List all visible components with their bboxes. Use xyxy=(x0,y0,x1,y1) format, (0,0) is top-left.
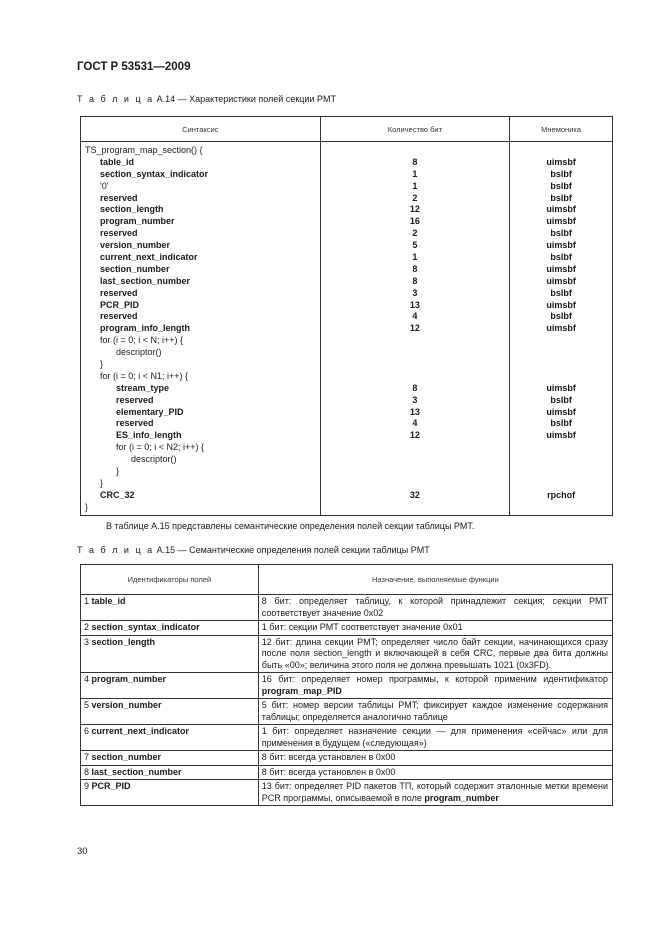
bits-value: 4 xyxy=(412,311,418,322)
mnemonic-value: uimsbf xyxy=(546,382,576,393)
bits-value xyxy=(325,371,506,383)
mnemonic-value xyxy=(514,145,608,157)
bits-value: 2 xyxy=(412,228,418,239)
field-identifier-cell xyxy=(81,699,259,725)
field-name: version_number xyxy=(91,700,162,710)
syntax-line: last_section_number xyxy=(100,275,191,286)
column-header: Назначение, выполняемые функции xyxy=(258,565,612,595)
mnemonic-value xyxy=(514,371,608,383)
bits-value: 3 xyxy=(412,287,418,298)
page-number: 30 xyxy=(77,846,88,857)
row-number: 6 xyxy=(84,726,90,736)
mnemonic-value xyxy=(514,466,608,478)
syntax-line: for (i = 0; i < N1; i++) { xyxy=(100,370,189,381)
table-a14-caption xyxy=(77,94,336,104)
syntax-line: section_syntax_indicator xyxy=(100,168,209,179)
bits-value xyxy=(325,478,506,490)
bits-value: 8 xyxy=(412,275,418,286)
mnemonic-value: bslbf xyxy=(550,180,572,191)
field-name: program_number xyxy=(91,674,167,684)
field-identifier-cell xyxy=(81,780,259,806)
syntax-line: program_info_length xyxy=(100,323,191,334)
bits-value: 8 xyxy=(412,263,418,274)
table-header-row xyxy=(81,565,613,595)
field-identifier-cell xyxy=(81,725,259,751)
bits-value xyxy=(325,442,506,454)
syntax-line: TS_program_map_section() { xyxy=(85,145,203,155)
caption-text: А.14 — Характеристики полей секции PMT xyxy=(156,94,336,104)
mnemonic-value: uimsbf xyxy=(546,156,576,167)
mnemonic-value: uimsbf xyxy=(546,430,576,441)
field-name: section_number xyxy=(91,752,162,762)
bits-value: 1 xyxy=(412,168,418,179)
field-identifier-cell xyxy=(81,765,259,780)
bits-column xyxy=(320,142,510,516)
table-header-row xyxy=(81,117,613,142)
column-header: Идентификаторы полей xyxy=(81,565,259,595)
syntax-line: program_number xyxy=(100,216,175,227)
bits-value xyxy=(325,454,506,466)
table-row xyxy=(81,751,613,766)
syntax-line: CRC_32 xyxy=(100,489,135,500)
syntax-line: reserved xyxy=(100,311,138,322)
row-number: 4 xyxy=(84,674,90,684)
mnemonic-value xyxy=(514,478,608,490)
table-row xyxy=(81,725,613,751)
table-a14 xyxy=(80,116,613,516)
syntax-line: section_number xyxy=(100,263,170,274)
table-row xyxy=(81,780,613,806)
syntax-line: reserved xyxy=(100,287,138,298)
mnemonic-value xyxy=(514,335,608,347)
bits-value xyxy=(325,502,506,514)
row-number: 5 xyxy=(84,700,90,710)
mnemonic-value: bslbf xyxy=(550,311,572,322)
bits-value: 3 xyxy=(412,394,418,405)
field-identifier-cell xyxy=(81,621,259,636)
mnemonic-value: bslbf xyxy=(550,252,572,263)
description-text: 8 бит: всегда установлен в 0x00 xyxy=(261,752,396,762)
syntax-line: reserved xyxy=(116,394,154,405)
bits-value xyxy=(325,347,506,359)
table-body-row xyxy=(81,142,613,516)
syntax-line: ES_info_length xyxy=(116,430,182,441)
syntax-line: reserved xyxy=(100,192,138,203)
bits-value: 12 xyxy=(409,323,420,334)
field-name: table_id xyxy=(91,596,126,606)
row-number: 8 xyxy=(84,766,90,777)
mnemonic-value: bslbf xyxy=(550,418,572,429)
bits-value: 5 xyxy=(412,240,418,251)
syntax-line: stream_type xyxy=(116,382,170,393)
caption-prefix: Т а б л и ц а xyxy=(77,94,155,104)
syntax-line: for (i = 0; i < N2; i++) { xyxy=(116,442,205,453)
syntax-line: version_number xyxy=(100,240,171,251)
description-text: program_map_PID xyxy=(261,685,342,696)
description-text: 13 бит: определяет PID пакетов ТП, который содержит эталонные метки времени PCR программы, описываемой в поле xyxy=(261,781,608,803)
bits-value xyxy=(325,359,506,371)
mnemonic-value: bslbf xyxy=(550,287,572,298)
description-text: 12 бит: длина секции PMT; определяет число байт секции, начинающихся сразу после поля section_length и включающей в себя CRC, первые два бита должны быть «00»; величина этого поля не должна превышать 1021 (0x3FD). xyxy=(261,636,608,670)
mnemonic-value: uimsbf xyxy=(546,299,576,310)
field-description-cell xyxy=(258,595,612,621)
table-row xyxy=(81,673,613,699)
syntax-line: elementary_PID xyxy=(116,406,184,417)
mnemonic-value: rpchof xyxy=(547,489,576,500)
table-body xyxy=(81,595,613,806)
caption-text: А.15 — Семантические определения полей секции таблицы PMT xyxy=(156,545,430,555)
mnemonic-value xyxy=(514,359,608,371)
syntax-line: } xyxy=(100,477,104,488)
mnemonic-value: uimsbf xyxy=(546,323,576,334)
bits-value: 32 xyxy=(409,489,420,500)
mnemonic-value xyxy=(514,502,608,514)
field-name: last_section_number xyxy=(91,766,182,777)
bits-value: 12 xyxy=(409,430,420,441)
bits-value: 2 xyxy=(412,192,418,203)
bits-value: 8 xyxy=(412,156,418,167)
mnemonic-value: bslbf xyxy=(550,192,572,203)
field-description-cell xyxy=(258,751,612,766)
mnemonic-value: bslbf xyxy=(550,168,572,179)
description-text: 8 бит: определяет таблицу, к которой принадлежит секция; секции PMT соответствует значение 0x02 xyxy=(261,596,608,618)
mnemonic-value: uimsbf xyxy=(546,216,576,227)
syntax-line: reserved xyxy=(100,228,138,239)
field-description-cell xyxy=(258,765,612,780)
mnemonic-value: uimsbf xyxy=(546,204,576,215)
syntax-line: table_id xyxy=(100,156,135,167)
description-text: 1 бит: определяет назначение секции — для применения «сейчас» или для применения в будущем («следующая») xyxy=(261,726,608,748)
description-text: 8 бит: всегда установлен в 0x00 xyxy=(261,766,396,777)
syntax-line: PCR_PID xyxy=(100,299,140,310)
field-name: current_next_indicator xyxy=(91,726,190,736)
mnemonic-value: uimsbf xyxy=(546,263,576,274)
table-row xyxy=(81,765,613,780)
bits-value: 16 xyxy=(409,216,420,227)
description-text: program_number xyxy=(424,792,499,803)
body-paragraph: В таблице А.15 представлены семантические определения полей секции таблицы PMT. xyxy=(106,521,475,531)
table-a15-caption xyxy=(77,545,430,555)
mnemonic-value xyxy=(514,454,608,466)
row-number: 3 xyxy=(84,636,90,647)
syntax-line: } xyxy=(85,501,89,512)
description-text: 1 бит: секции PMT соответствует значение 0x01 xyxy=(261,622,463,632)
table-row xyxy=(81,621,613,636)
field-description-cell xyxy=(258,635,612,673)
table-row xyxy=(81,595,613,621)
field-description-cell xyxy=(258,621,612,636)
table-a15 xyxy=(80,564,613,806)
bits-value: 13 xyxy=(409,299,420,310)
table-row xyxy=(81,635,613,673)
field-identifier-cell xyxy=(81,635,259,673)
mnemonic-value: uimsbf xyxy=(546,406,576,417)
mnemonic-value xyxy=(514,442,608,454)
syntax-line: current_next_indicator xyxy=(100,252,198,263)
syntax-line: '0' xyxy=(100,180,109,191)
bits-value xyxy=(325,466,506,478)
syntax-line: reserved xyxy=(116,418,154,429)
bits-value xyxy=(325,335,506,347)
field-name: section_length xyxy=(91,636,156,647)
description-text: 5 бит: номер версии таблицы PMT; фиксирует каждое изменение содержания таблицы; определяется аналогично таблице xyxy=(261,700,608,722)
bits-value xyxy=(325,145,506,157)
row-number: 7 xyxy=(84,752,90,762)
syntax-line: descriptor() xyxy=(116,347,162,358)
field-identifier-cell xyxy=(81,673,259,699)
syntax-line: descriptor() xyxy=(131,454,177,465)
mnemonic-value: bslbf xyxy=(550,394,572,405)
mnemonic-value xyxy=(514,347,608,359)
syntax-column xyxy=(81,142,321,516)
syntax-line: for (i = 0; i < N; i++) { xyxy=(100,335,184,346)
syntax-line: section_length xyxy=(100,204,164,215)
syntax-line: } xyxy=(116,466,120,477)
mnemonic-value: uimsbf xyxy=(546,240,576,251)
field-identifier-cell xyxy=(81,751,259,766)
field-description-cell xyxy=(258,725,612,751)
field-name: PCR_PID xyxy=(91,781,131,791)
description-text: 16 бит: определяет номер программы, к которой применим идентификатор xyxy=(261,674,608,684)
bits-value: 12 xyxy=(409,204,420,215)
column-header: Мнемоника xyxy=(510,117,613,142)
field-description-cell xyxy=(258,699,612,725)
mnemonic-value: uimsbf xyxy=(546,275,576,286)
row-number: 2 xyxy=(84,622,90,632)
bits-value: 1 xyxy=(412,252,418,263)
mnemonic-value: bslbf xyxy=(550,228,572,239)
column-header: Синтаксис xyxy=(81,117,321,142)
syntax-line: } xyxy=(100,359,104,370)
field-identifier-cell xyxy=(81,595,259,621)
bits-value: 13 xyxy=(409,406,420,417)
row-number: 9 xyxy=(84,781,90,791)
caption-prefix: Т а б л и ц а xyxy=(77,545,155,555)
mnemonic-column xyxy=(510,142,613,516)
field-description-cell xyxy=(258,780,612,806)
field-description-cell xyxy=(258,673,612,699)
bits-value: 8 xyxy=(412,382,418,393)
column-header: Количество бит xyxy=(320,117,510,142)
field-name: section_syntax_indicator xyxy=(91,622,200,632)
row-number: 1 xyxy=(84,596,90,606)
table-row xyxy=(81,699,613,725)
bits-value: 1 xyxy=(412,180,418,191)
document-header: ГОСТ Р 53531—2009 xyxy=(77,61,191,73)
bits-value: 4 xyxy=(412,418,418,429)
